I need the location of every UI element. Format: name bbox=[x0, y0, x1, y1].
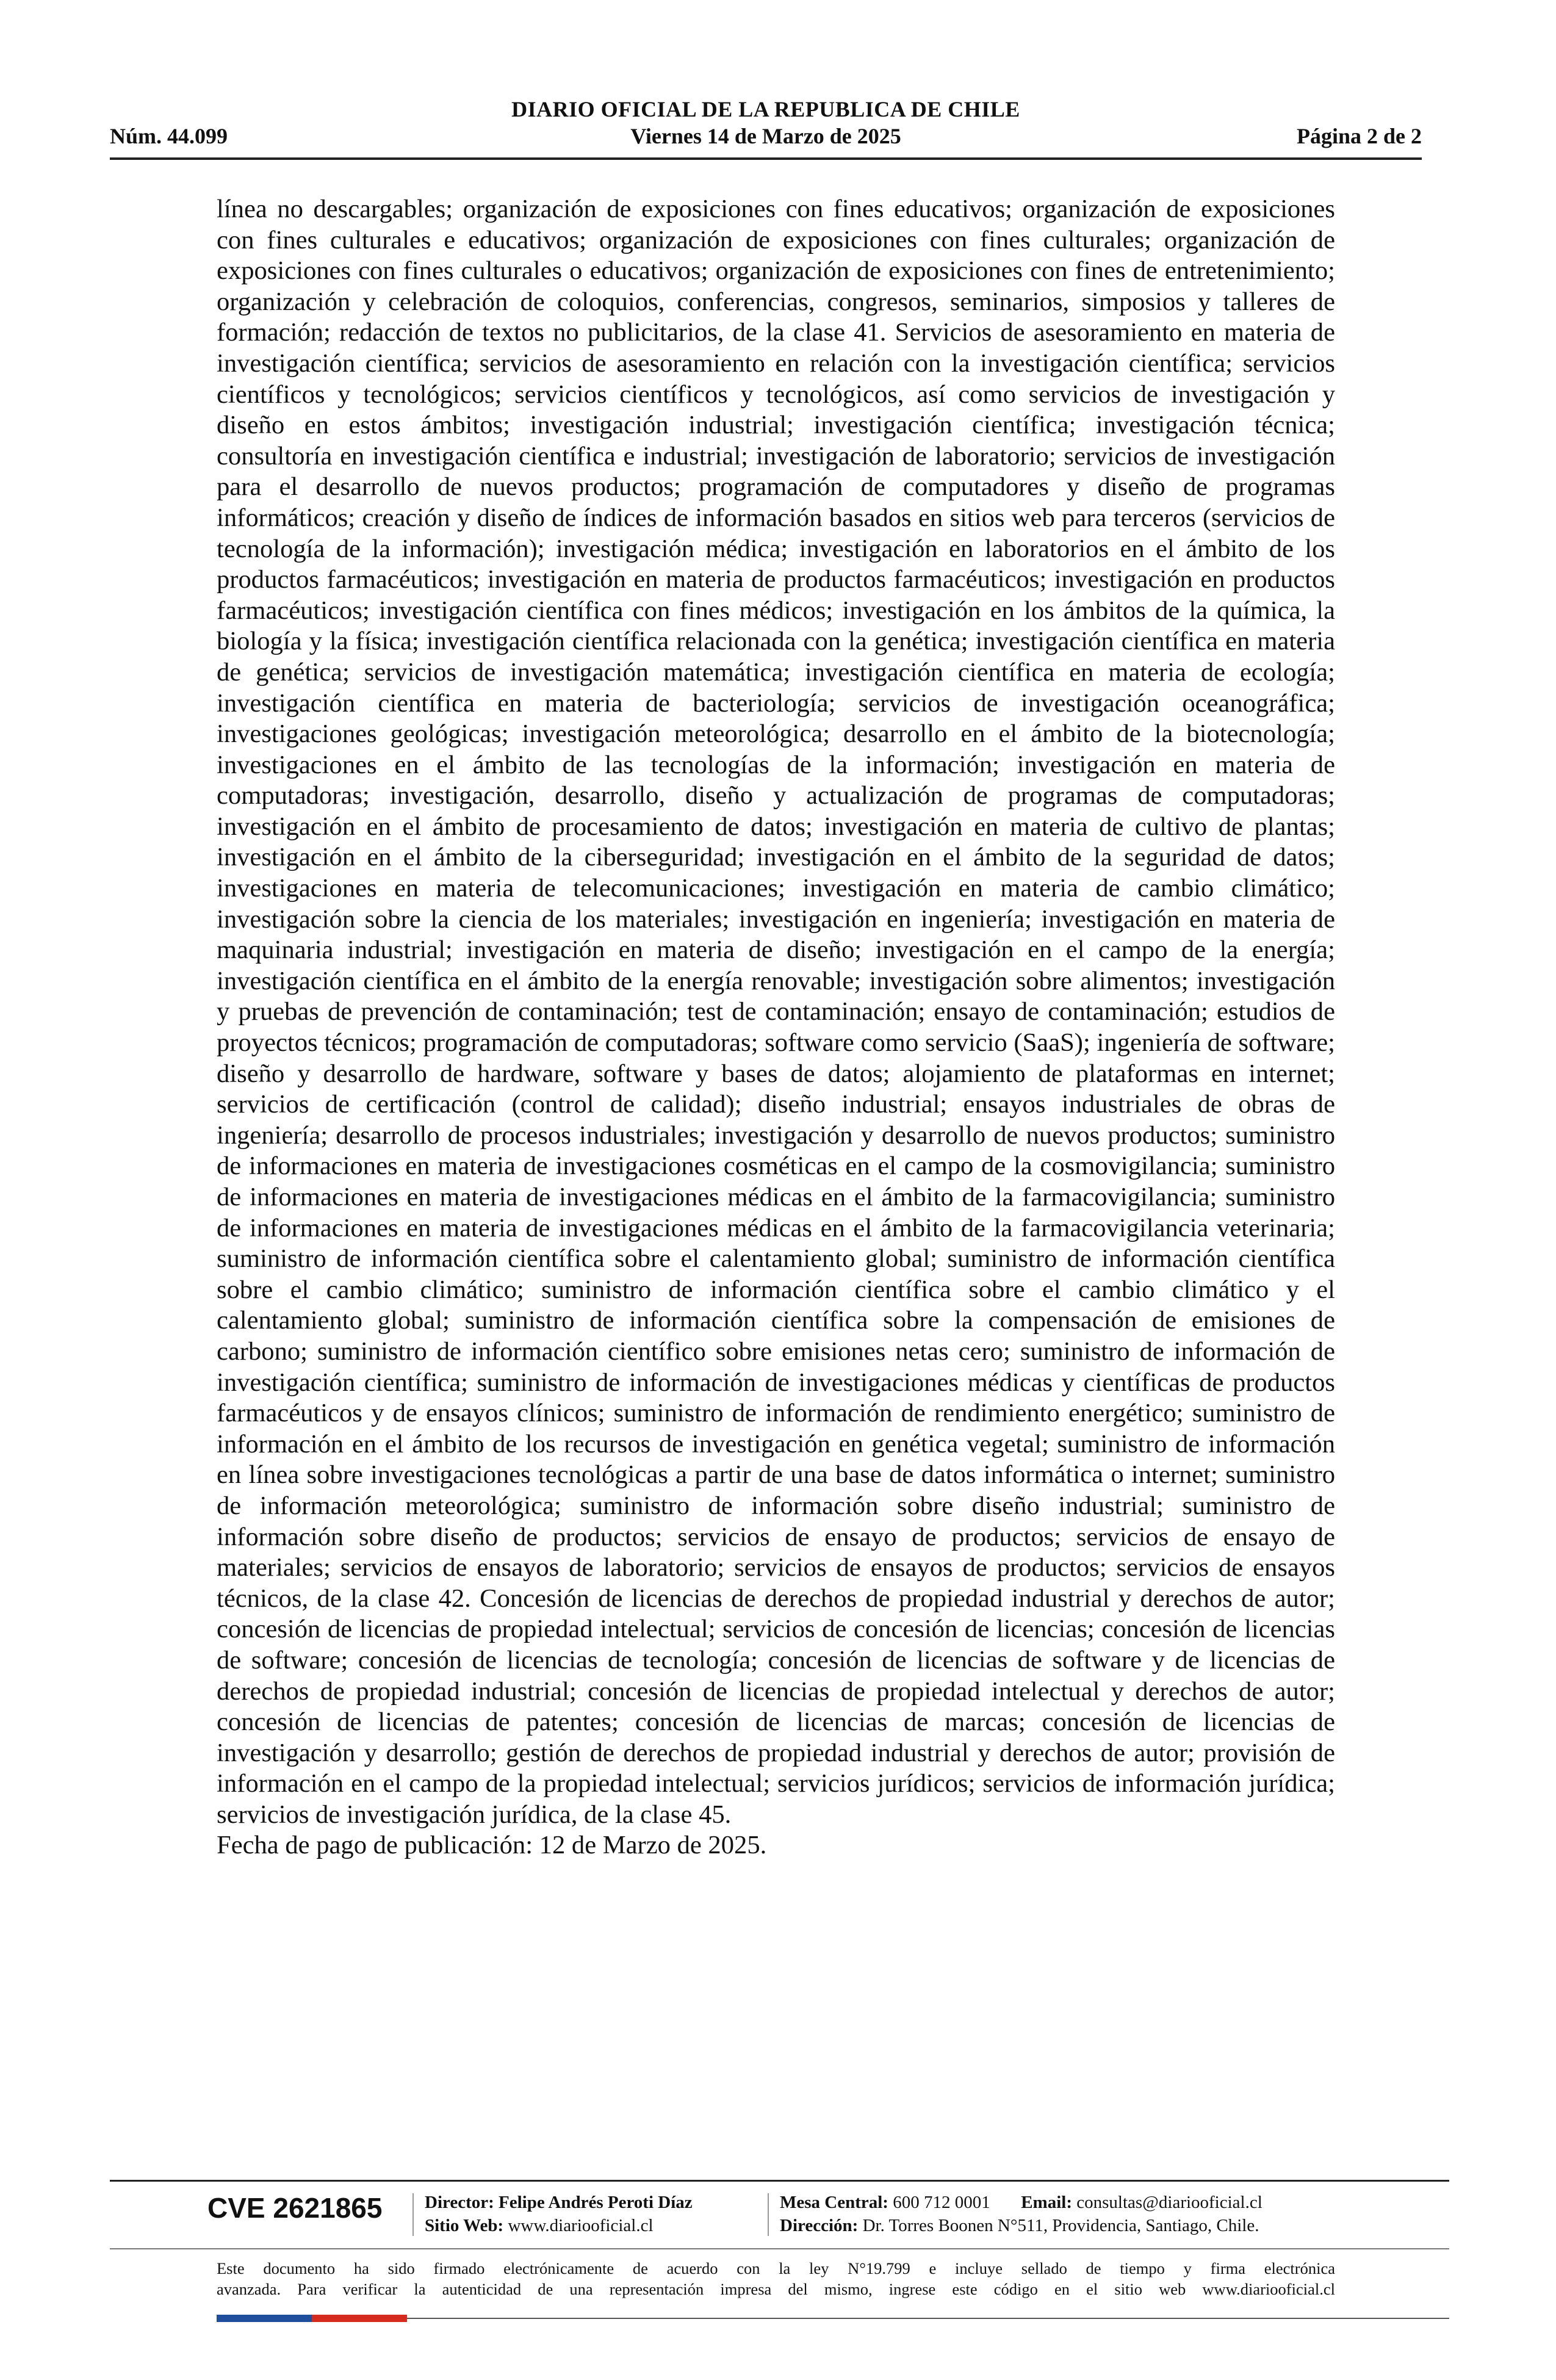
contact-line bbox=[780, 2191, 1262, 2214]
issue-number: Núm. 44.099 bbox=[110, 124, 228, 148]
page-indicator: Página 2 de 2 bbox=[1296, 124, 1422, 148]
footer-top-divider bbox=[110, 2180, 1449, 2182]
footer-separator bbox=[768, 2193, 769, 2236]
address-text: Dr. Torres Boonen N°511, Providencia, Santiago, Chile. bbox=[862, 2216, 1259, 2235]
footer-bottom-divider bbox=[407, 2318, 1449, 2319]
main-paragraph: línea no descargables; organización de exposiciones con fines educativos; organización de exposiciones con fines culturales e educativos; organización de exposiciones con fines culturales; organización de exposiciones con fines culturales o educativos; organización de exposiciones con fines de entretenimiento; organización y celebración de coloquios, conferencias, congresos, seminarios, simposios y talleres de formación; redacción de textos no publicitarios, de la clase 41. Servicios de asesoramiento en materia de investigación científica; servicios de asesoramiento en relación con la investigación científica; servicios científicos y tecnológicos; servicios científicos y tecnológicos, así como servicios de investigación y diseño en estos ámbitos; investigación industrial; investigación científica; investigación técnica; consultoría en investigación científica e industrial; investigación de laboratorio; servicios de investigación para el desarrollo de nuevos productos; programación de computadores y diseño de programas informáticos; creación y diseño de índices de información basados en sitios web para terceros (servicios de tecnología de la información); investigación médica; investigación en laboratorios en el ámbito de los productos farmacéuticos; investigación en materia de productos farmacéuticos; investigación en productos farmacéuticos; investigación científica con fines médicos; investigación en los ámbitos de la química, la biología y la física; investigación científica relacionada con la genética; investigación científica en materia de genética; servicios de investigación matemática; investigación científica en materia de ecología; investigación científica en materia de bacteriología; servicios de investigación oceanográfica; investigaciones geológicas; investigación meteorológica; desarrollo en el ámbito de la biotecnología; investigaciones en el ámbito de las tecnologías de la información; investigación en materia de computadoras; investigación, desarrollo, diseño y actualización de programas de computadoras; investigación en el ámbito de procesamiento de datos; investigación en materia de cultivo de plantas; investigación en el ámbito de la ciberseguridad; investigación en el ámbito de la seguridad de datos; investigaciones en materia de telecomunicaciones; investigación en materia de cambio climático; investigación sobre la ciencia de los materiales; investigación en ingeniería; investigación en materia de maquinaria industrial; investigación en materia de diseño; investigación en el campo de la energía; investigación científica en el ámbito de la energía renovable; investigación sobre alimentos; investigación y pruebas de prevención de contaminación; test de contaminación; ensayo de contaminación; estudios de proyectos técnicos; programación de computadoras; software como servicio (SaaS); ingeniería de software; diseño y desarrollo de hardware, software y bases de datos; alojamiento de plataformas en internet; servicios de certificación (control de calidad); diseño industrial; ensayos industriales de obras de ingeniería; desarrollo de procesos industriales; investigación y desarrollo de nuevos productos; suministro de informaciones en materia de investigaciones cosméticas en el campo de la cosmovigilancia; suministro de informaciones en materia de investigaciones médicas en el ámbito de la farmacovigilancia; suministro de informaciones en materia de investigaciones médicas en el ámbito de la farmacovigilancia veterinaria; suministro de información científica sobre el calentamiento global; suministro de información científica sobre el cambio climático; suministro de información científica sobre el cambio climático y el calentamiento global; suministro de información científica sobre la compensación de emisiones de carbono; suministro de información científico sobre emisiones netas cero; suministro de información de investigación científica; suministro de información de investigaciones médicas y científicas de productos farmacéuticos y de ensayos clínicos; suministro de información de rendimiento energético; suministro de información en el ámbito de los recursos de investigación en genética vegetal; suministro de información en línea sobre investigaciones tecnológicas a partir de una base de datos informática o internet; suministro de información meteorológica; suministro de información sobre diseño industrial; suministro de información sobre diseño de productos; servicios de ensayo de productos; servicios de ensayo de materiales; servicios de ensayos de laboratorio; servicios de ensayos de productos; servicios de ensayos técnicos, de la clase 42. Concesión de licencias de derechos de propiedad industrial y derechos de autor; concesión de licencias de propiedad intelectual; servicios de concesión de licencias; concesión de licencias de software; concesión de licencias de tecnología; concesión de licencias de software y de licencias de derechos de propiedad industrial; concesión de licencias de propiedad intelectual y derechos de autor; concesión de licencias de patentes; concesión de licencias de marcas; concesión de licencias de investigación y desarrollo; gestión de derechos de propiedad industrial y derechos de autor; provisión de información en el campo de la propiedad intelectual; servicios jurídicos; servicios de información jurídica; servicios de investigación jurídica, de la clase 45. bbox=[217, 195, 1335, 1829]
director-line bbox=[425, 2191, 693, 2214]
address-label: Dirección: bbox=[780, 2216, 859, 2235]
flag-color-bar bbox=[217, 2315, 407, 2322]
header-info-row bbox=[110, 123, 1422, 153]
publication-title: DIARIO OFICIAL DE LA REPUBLICA DE CHILE bbox=[511, 97, 1020, 121]
disclaimer-line: avanzada. Para verificar la autenticidad de una representación impresa del mismo, ingrese este código en el sitio web www.diariooficial.cl bbox=[217, 2280, 1335, 2298]
footer-mid-divider bbox=[110, 2248, 1449, 2249]
website-line bbox=[425, 2214, 693, 2237]
website-label: Sitio Web: bbox=[425, 2216, 504, 2235]
cve-code: CVE 2621865 bbox=[207, 2192, 383, 2224]
signature-disclaimer bbox=[217, 2258, 1335, 2299]
page-header bbox=[110, 96, 1422, 160]
flag-red-segment bbox=[312, 2315, 407, 2322]
footer-director-block bbox=[425, 2191, 693, 2237]
director-label: Director: bbox=[425, 2193, 494, 2212]
website-link[interactable]: www.diariooficial.cl bbox=[508, 2216, 654, 2235]
disclaimer-line: Este documento ha sido firmado electrónicamente de acuerdo con la ley N°19.799 e incluye sellado de tiempo y firma electrónica bbox=[217, 2259, 1335, 2277]
email-link[interactable]: consultas@diariooficial.cl bbox=[1076, 2193, 1262, 2212]
footer-contact-block bbox=[780, 2191, 1262, 2237]
email-label: Email: bbox=[1021, 2193, 1072, 2212]
footer-separator bbox=[412, 2193, 414, 2236]
payment-date: Fecha de pago de publicación: 12 de Marzo de 2025. bbox=[217, 1831, 767, 1860]
phone-label: Mesa Central: bbox=[780, 2193, 888, 2212]
flag-blue-segment bbox=[217, 2315, 312, 2322]
director-name: Felipe Andrés Peroti Díaz bbox=[499, 2193, 693, 2212]
phone-number: 600 712 0001 bbox=[893, 2193, 990, 2212]
document-body bbox=[217, 194, 1335, 1861]
address-line bbox=[780, 2214, 1262, 2237]
issue-date: Viernes 14 de Marzo de 2025 bbox=[630, 124, 901, 148]
